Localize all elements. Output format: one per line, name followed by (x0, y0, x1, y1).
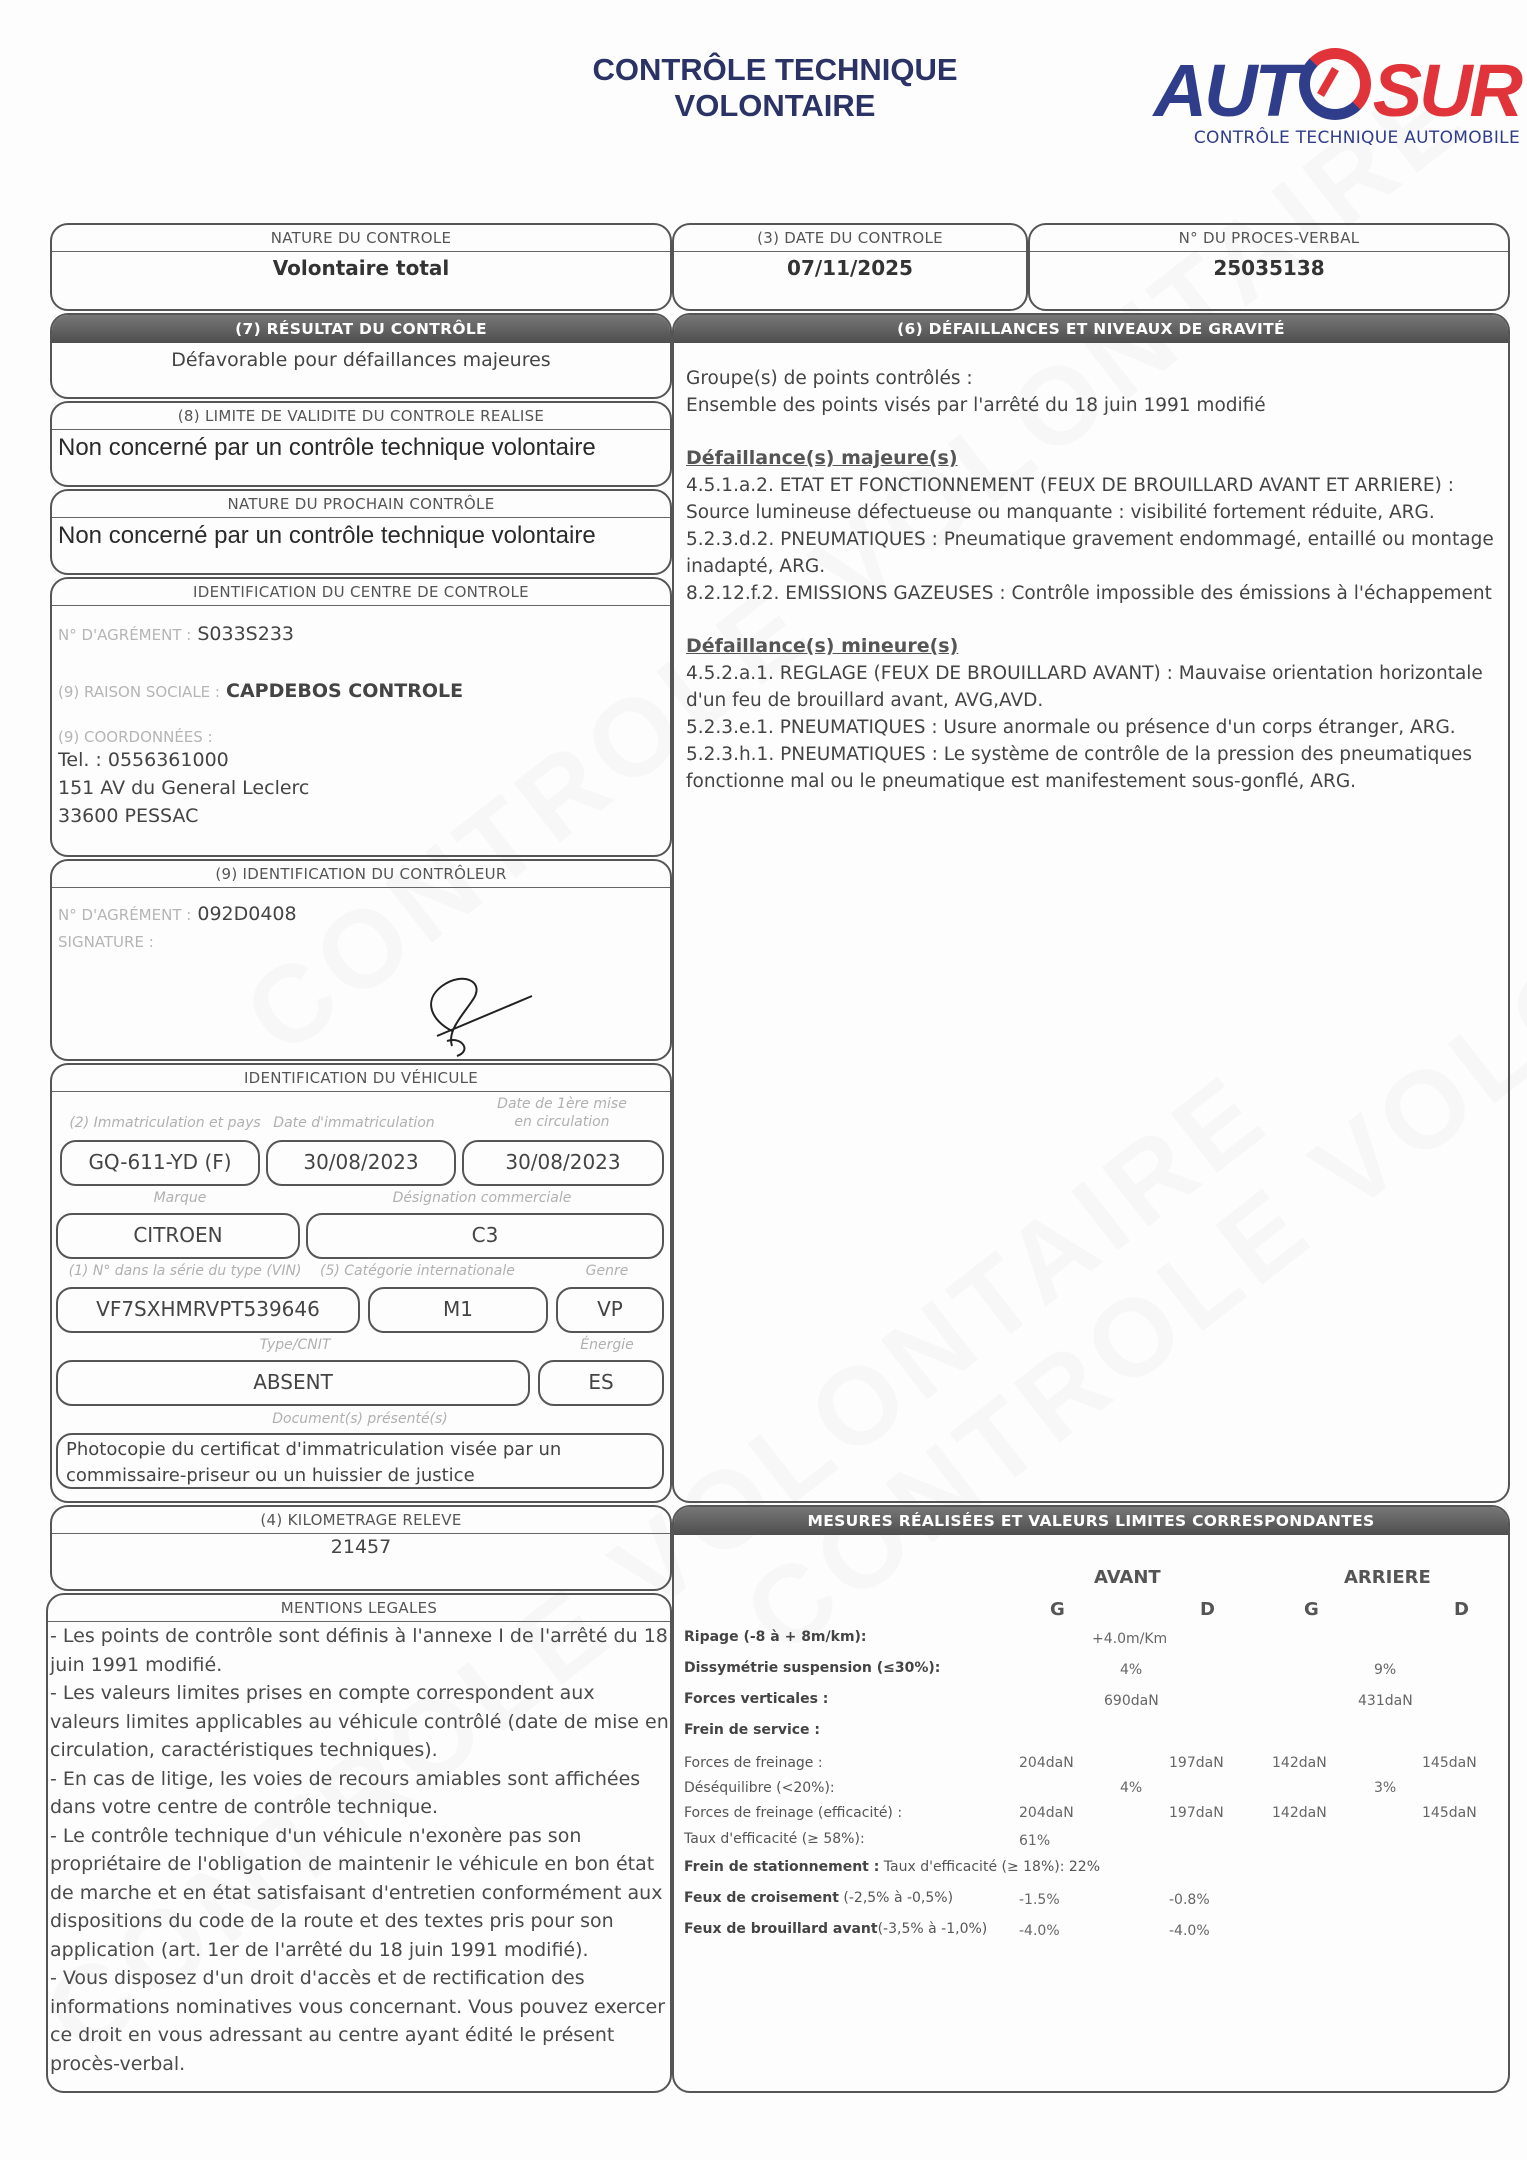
document-title: CONTRÔLE TECHNIQUE VOLONTAIRE (592, 52, 958, 123)
mineures-title: Défaillance(s) mineure(s) (686, 635, 959, 657)
date-immatriculation-field: 30/08/2023 (266, 1140, 456, 1186)
defaillance-mineure: 5.2.3.e.1. PNEUMATIQUES : Usure anormale ou présence d'un corps étranger, ARG. (686, 717, 1456, 738)
limite-validite-box: (8) LIMITE DE VALIDITE DU CONTROLE REALISE Non concerné par un contrôle technique volontaire (50, 401, 672, 487)
kilometrage-box: (4) KILOMETRAGE RELEVE 21457 (50, 1505, 672, 1591)
ripage-value: +4.0m/Km (1092, 1631, 1168, 1647)
centre-tel: Tel. : 0556361000 (58, 749, 229, 771)
resultat-value: Défavorable pour défaillances majeures (171, 349, 551, 371)
centre-address: 151 AV du General Leclerc (58, 777, 310, 799)
controleur-box: (9) IDENTIFICATION DU CONTRÔLEUR N° D'AGRÉMENT : 092D0408 SIGNATURE : (50, 859, 672, 1061)
vehicule-box: IDENTIFICATION DU VÉHICULE (2) Immatriculation et pays Date d'immatriculation Date de 1ère mise en circulation GQ-611-YD (F) 30/08/2023 30/08/2023 Marque Désignation commerciale CITROEN C3 (1) N° dans la série du type (VIN) (5) Catégorie internationale Genre VF7SXHMRVPT539646 M1 VP Type/CNIT Énergie ABSENT ES Document(s) présenté(s) Photocopie du certificat d'immatriculation visée par un commissaire-priseur ou un huissier de justice (50, 1063, 672, 1503)
resultat-box: (7) RÉSULTAT DU CONTRÔLE Défavorable pour défaillances majeures (50, 313, 672, 399)
defaillances-box: (6) DÉFAILLANCES ET NIVEAUX DE GRAVITÉ Groupe(s) de points contrôlés : Ensemble des points visés par l'arrêté du 18 juin 1991 modifié Défaillance(s) majeure(s) 4.5.1.a.2. ETAT ET FONCTIONNEMENT (FEUX DE BROUILLARD AVANT ET ARRIERE) : Source lumineuse défectueuse ou manquante : visibilité fortement réduite, ARG. 5.2.3.d.2. PNEUMATIQUES : Pneumatique gravement endommagé, entaillé ou montage inadapté, ARG. 8.2.12.f.2. EMISSIONS GAZEUSES : Contrôle impossible des émissions à l'échappement Défaillance(s) mineure(s) 4.5.2.a.1. REGLAGE (FEUX DE BROUILLARD AVANT) : Mauvaise orientation horizontale d'un feu de brouillard avant, AVG,AVD. 5.2.3.e.1. PNEUMATIQUES : Usure anormale ou présence d'un corps étranger, ARG. 5.2.3.h.1. PNEUMATIQUES : Le système de contrôle de la pression des pneumatiques fonctionne mal ou le pneumatique est manifestement sous-gonflé, ARG. (672, 313, 1510, 1503)
defaillance-majeure: 4.5.1.a.2. ETAT ET FONCTIONNEMENT (FEUX DE BROUILLARD AVANT ET ARRIERE) : Source lumineuse défectueuse ou manquante : visibilité fortement réduite, ARG. (686, 475, 1454, 523)
mention-item: - Les valeurs limites prises en compte correspondent aux valeurs limites applicables au véhicule contrôlé (date de mise en circulation, caractéristiques techniques). (50, 1682, 669, 1761)
categorie-field: M1 (368, 1287, 548, 1333)
designation-field: C3 (306, 1213, 664, 1259)
proces-verbal-number: 25035138 (1213, 256, 1325, 280)
kilometrage-value: 21457 (330, 1536, 392, 1558)
centre-raison-sociale: CAPDEBOS CONTROLE (226, 680, 464, 702)
prochain-controle-value: Non concerné par un contrôle technique volontaire (58, 522, 596, 549)
date-controle-box: (3) DATE DU CONTROLE 07/11/2025 (672, 223, 1028, 311)
date-mise-circulation-field: 30/08/2023 (462, 1140, 664, 1186)
proces-verbal-box: N° DU PROCES-VERBAL 25035138 (1028, 223, 1510, 311)
genre-field: VP (556, 1287, 664, 1333)
centre-agrement: S033S233 (197, 623, 295, 645)
defaillance-mineure: 5.2.3.h.1. PNEUMATIQUES : Le système de contrôle de la pression des pneumatiques fonctionne mal ou le pneumatique est manifestement sous-gonflé, ARG. (686, 744, 1473, 792)
prochain-controle-box: NATURE DU PROCHAIN CONTRÔLE Non concerné par un contrôle technique volontaire (50, 489, 672, 575)
mention-item: - Vous disposez d'un droit d'accès et de rectification des informations nominatives vous concernant. Vous pouvez exercer ce droit en vous adressant au centre ayant édité le présent procès-verbal. (50, 1967, 666, 2075)
marque-field: CITROEN (56, 1213, 300, 1259)
mentions-legales-box: MENTIONS LEGALES - Les points de contrôle sont définis à l'annexe I de l'arrêté du 18 juin 1991 modifié. - Les valeurs limites prises en compte correspondent aux valeurs limites applicables au véhicule contrôlé (date de mise en circulation, caractéristiques techniques). - En cas de litige, les voies de recours amiables sont affichées dans votre centre de contrôle technique. - Le contrôle technique d'un véhicule n'exonère pas son propriétaire de l'obligation de maintenir le véhicule en bon état de marche et en état satisfaisant d'entretien conformément aux dispositions du code de la route et des textes pris pour son application (art. 1er de l'arrêté du 18 juin 1991 modifié). - Vous disposez d'un droit d'accès et de rectification des informations nominatives vous concernant. Vous pouvez exercer ce droit en vous adressant au centre ayant édité le présent procès-verbal. (46, 1593, 672, 2093)
type-cnit-field: ABSENT (56, 1360, 530, 1406)
controleur-agrement: 092D0408 (197, 903, 297, 925)
mention-item: - En cas de litige, les voies de recours amiables sont affichées dans votre centre de contrôle technique. (50, 1767, 641, 1818)
energie-field: ES (538, 1360, 664, 1406)
mention-item: - Les points de contrôle sont définis à l'annexe I de l'arrêté du 18 juin 1991 modifié. (50, 1625, 668, 1676)
logo-ring-icon (1299, 48, 1371, 120)
limite-validite-value: Non concerné par un contrôle technique volontaire (58, 434, 596, 461)
signature-icon (392, 961, 592, 1061)
defaillance-majeure: 8.2.12.f.2. EMISSIONS GAZEUSES : Contrôle impossible des émissions à l'échappement (686, 583, 1492, 604)
centre-city: 33600 PESSAC (58, 805, 199, 827)
nature-controle-value: Volontaire total (272, 256, 450, 280)
autosur-logo: AUT SUR CONTRÔLE TECHNIQUE AUTOMOBILE (1153, 49, 1520, 148)
centre-box: IDENTIFICATION DU CENTRE DE CONTROLE N° D'AGRÉMENT : S033S233 (9) RAISON SOCIALE : CAPDEBOS CONTROLE (9) COORDONNÉES : Tel. : 0556361000 151 AV du General Leclerc 33600 PESSAC (50, 577, 672, 857)
majeures-title: Défaillance(s) majeure(s) (686, 447, 958, 469)
defaillance-majeure: 5.2.3.d.2. PNEUMATIQUES : Pneumatique gravement endommagé, entaillé ou montage inadapté, ARG. (686, 529, 1494, 577)
vin-field: VF7SXHMRVPT539646 (56, 1287, 360, 1333)
immatriculation-field: GQ-611-YD (F) (60, 1140, 260, 1186)
documents-field: Photocopie du certificat d'immatriculation visée par un commissaire-priseur ou un huissier de justice (56, 1433, 664, 1489)
date-controle-value: 07/11/2025 (787, 256, 913, 280)
mention-item: - Le contrôle technique d'un véhicule n'exonère pas son propriétaire de l'obligation de maintenir le véhicule en bon état de marche et en état satisfaisant d'entretien conformément aux dispositions du code de la route et des textes pris pour son application (art. 1er de l'arrêté du 18 juin 1991 modifié). (50, 1824, 663, 1961)
defaillance-mineure: 4.5.2.a.1. REGLAGE (FEUX DE BROUILLARD AVANT) : Mauvaise orientation horizontale d'un feu de brouillard avant, AVG,AVD. (686, 663, 1483, 711)
mesures-box: MESURES RÉALISÉES ET VALEURS LIMITES CORRESPONDANTES AVANT ARRIERE G D G D Ripage (-8 à + 8m/km): +4.0m/Km Dissymétrie suspension (≤30%): 4% 9% Forces verticales : 690daN 431daN Frein de service : Forces de freinage : 204daN 197daN 142daN 145daN Déséquilibre (<20%): 4% 3% Forces de freinage (efficacité) : 204daN 197daN 142daN 145daN Taux d'efficacité (≥ 58%): 61% Frein de stationnement : Taux d'efficacité (≥ 18%): 22% Feux de croisement (-2,5% à -0,5%) -1.5% -0.8% Feux de brouillard avant(-3,5% à -1,0%) -4.0% -4.0% (672, 1505, 1510, 2093)
nature-controle-box: NATURE DU CONTROLE Volontaire total (50, 223, 672, 311)
